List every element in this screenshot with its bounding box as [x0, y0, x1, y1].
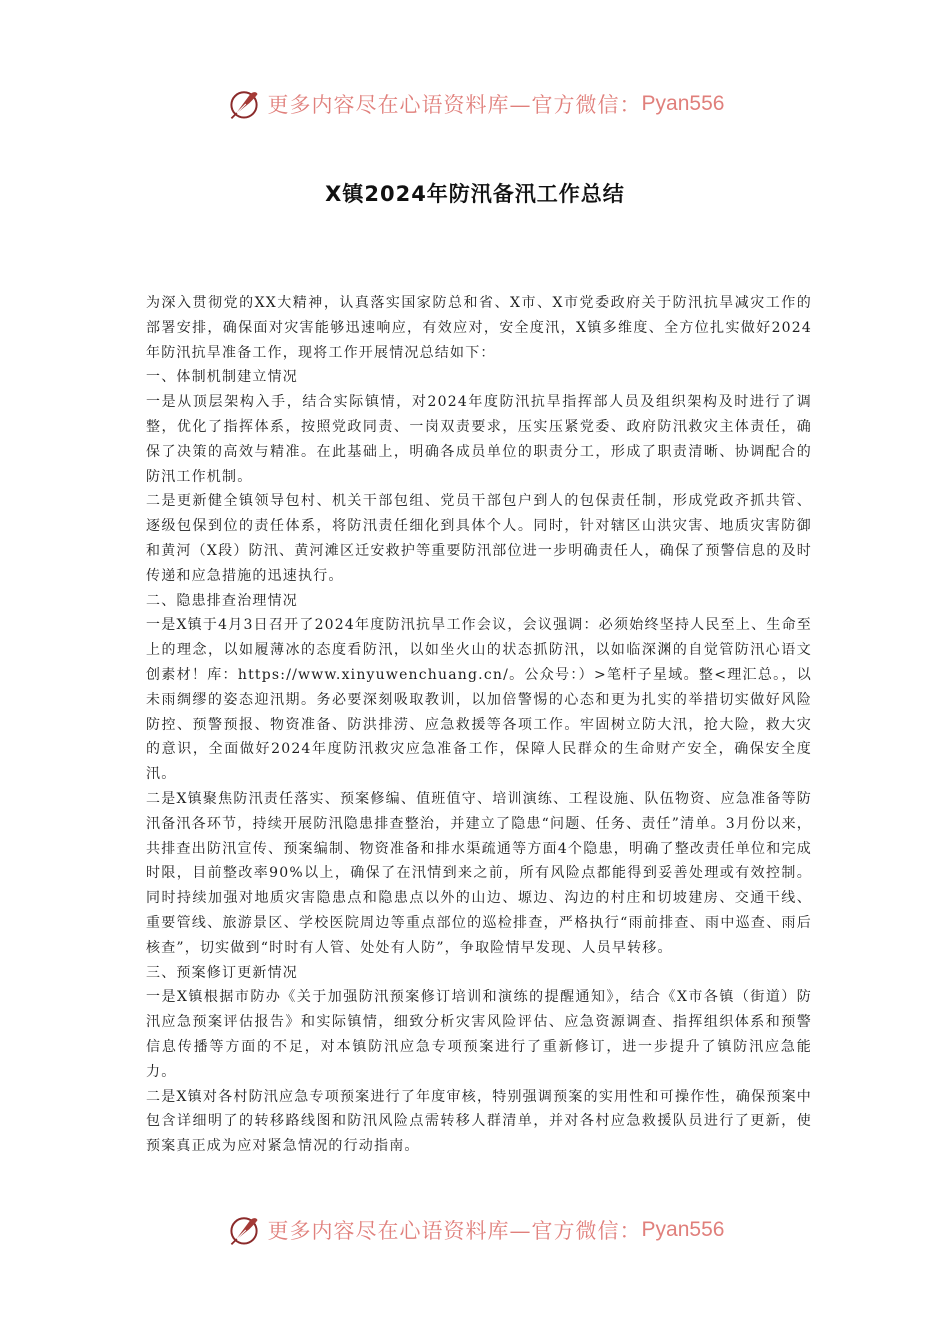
quill-pen-logo-icon [226, 86, 262, 122]
section-heading-1: 一、体制机制建立情况 [146, 369, 298, 386]
section-heading-2: 二、隐患排查治理情况 [146, 592, 298, 609]
section-heading-3: 三、预案修订更新情况 [146, 964, 298, 981]
document-body [146, 291, 812, 1159]
banner-wechat-handle: Pyan556 [641, 92, 725, 115]
footer-banner [0, 1208, 950, 1252]
quill-pen-logo-icon [226, 1212, 262, 1248]
paragraph: 二是X镇聚焦防汛责任落实、预案修编、值班值守、培训演练、工程设施、队伍物资、应急准备等防汛备汛各环节，持续开展防汛隐患排查整治，并建立了隐患“问题、任务、责任”清单。3月份以来，共排查出防汛宣传、预案编制、物资准备和排水渠疏通等方面4个隐患，明确了整改责任单位和完成时限，目前整改率90%以上，确保了在汛情到来之前，所有风险点都能得到妥善处理或有效控制。同时持续加强对地质灾害隐患点和隐患点以外的山边、塬边、沟边的村庄和切坡建房、交通干线、重要管线、旅游景区、学校医院周边等重点部位的巡检排查，严格执行“雨前排查、雨中巡查、雨后核查”，切实做到“时时有人管、处处有人防”，争取险情早发现、人员早转移。 [146, 790, 812, 956]
paragraph: 一是X镇根据市防办《关于加强防汛预案修订培训和演练的提醒通知》，结合《X市各镇（街道）防汛应急预案评估报告》和实际镇情，细致分析灾害风险评估、应急资源调查、指挥组织体系和预警信息传播等方面的不足，对本镇防汛应急专项预案进行了重新修订，进一步提升了镇防汛应急能力。 [146, 989, 812, 1080]
paragraph: 二是更新健全镇领导包村、机关干部包组、党员干部包户到人的包保责任制，形成党政齐抓共管、逐级包保到位的责任体系，将防汛责任细化到具体个人。同时，针对辖区山洪灾害、地质灾害防御和黄河（X段）防汛、黄河滩区迁安救护等重要防汛部位进一步明确责任人，确保了预警信息的及时传递和应急措施的迅速执行。 [146, 493, 812, 584]
paragraph: 一是X镇于4月3日召开了2024年度防汛抗旱工作会议，会议强调：必须始终坚持人民至上、生命至上的理念，以如履薄冰的态度看防汛，以如坐火山的状态抓防汛，以如临深渊的自觉管防汛心语文创素材！库：https://www.xinyuwenchuang.cn/。公众号：）>笔杆子星域。整<理汇总。，以未雨绸缪的姿态迎汛期。务必要深刻吸取教训，以加倍警惕的心态和更为扎实的举措切实做好风险防控、预警预报、物资准备、防洪排涝、应急救援等各项工作。牢固树立防大汛，抢大险，救大灾的意识，全面做好2024年度防汛救灾应急准备工作，保障人民群众的生命财产安全，确保安全度汛。 [146, 617, 812, 783]
paragraph-intro: 为深入贯彻党的XX大精神，认真落实国家防总和省、X市、X市党委政府关于防汛抗旱减灾工作的部署安排，确保面对灾害能够迅速响应，有效应对，安全度汛，X镇多维度、全方位扎实做好2024年防汛抗旱准备工作，现将工作开展情况总结如下： [146, 295, 812, 361]
header-banner [0, 82, 950, 126]
banner-wechat-handle: Pyan556 [641, 1218, 725, 1241]
banner-text: 更多内容尽在心语资料库—官方微信： [267, 93, 642, 117]
banner-text: 更多内容尽在心语资料库—官方微信： [267, 1219, 642, 1243]
paragraph: 一是从顶层架构入手，结合实际镇情，对2024年度防汛抗旱指挥部人员及组织架构及时进行了调整，优化了指挥体系，按照党政同责、一岗双责要求，压实压紧党委、政府防汛救灾主体责任，确保了决策的高效与精准。在此基础上，明确各成员单位的职责分工，形成了职责清晰、协调配合的防汛工作机制。 [146, 394, 812, 485]
paragraph: 二是X镇对各村防汛应急专项预案进行了年度审核，特别强调预案的实用性和可操作性，确保预案中包含详细明了的转移路线图和防汛风险点需转移人群清单，并对各村应急救援队员进行了更新，使预案真正成为应对紧急情况的行动指南。 [146, 1088, 812, 1155]
document-title: X镇2024年防汛备汛工作总结 [325, 182, 625, 206]
